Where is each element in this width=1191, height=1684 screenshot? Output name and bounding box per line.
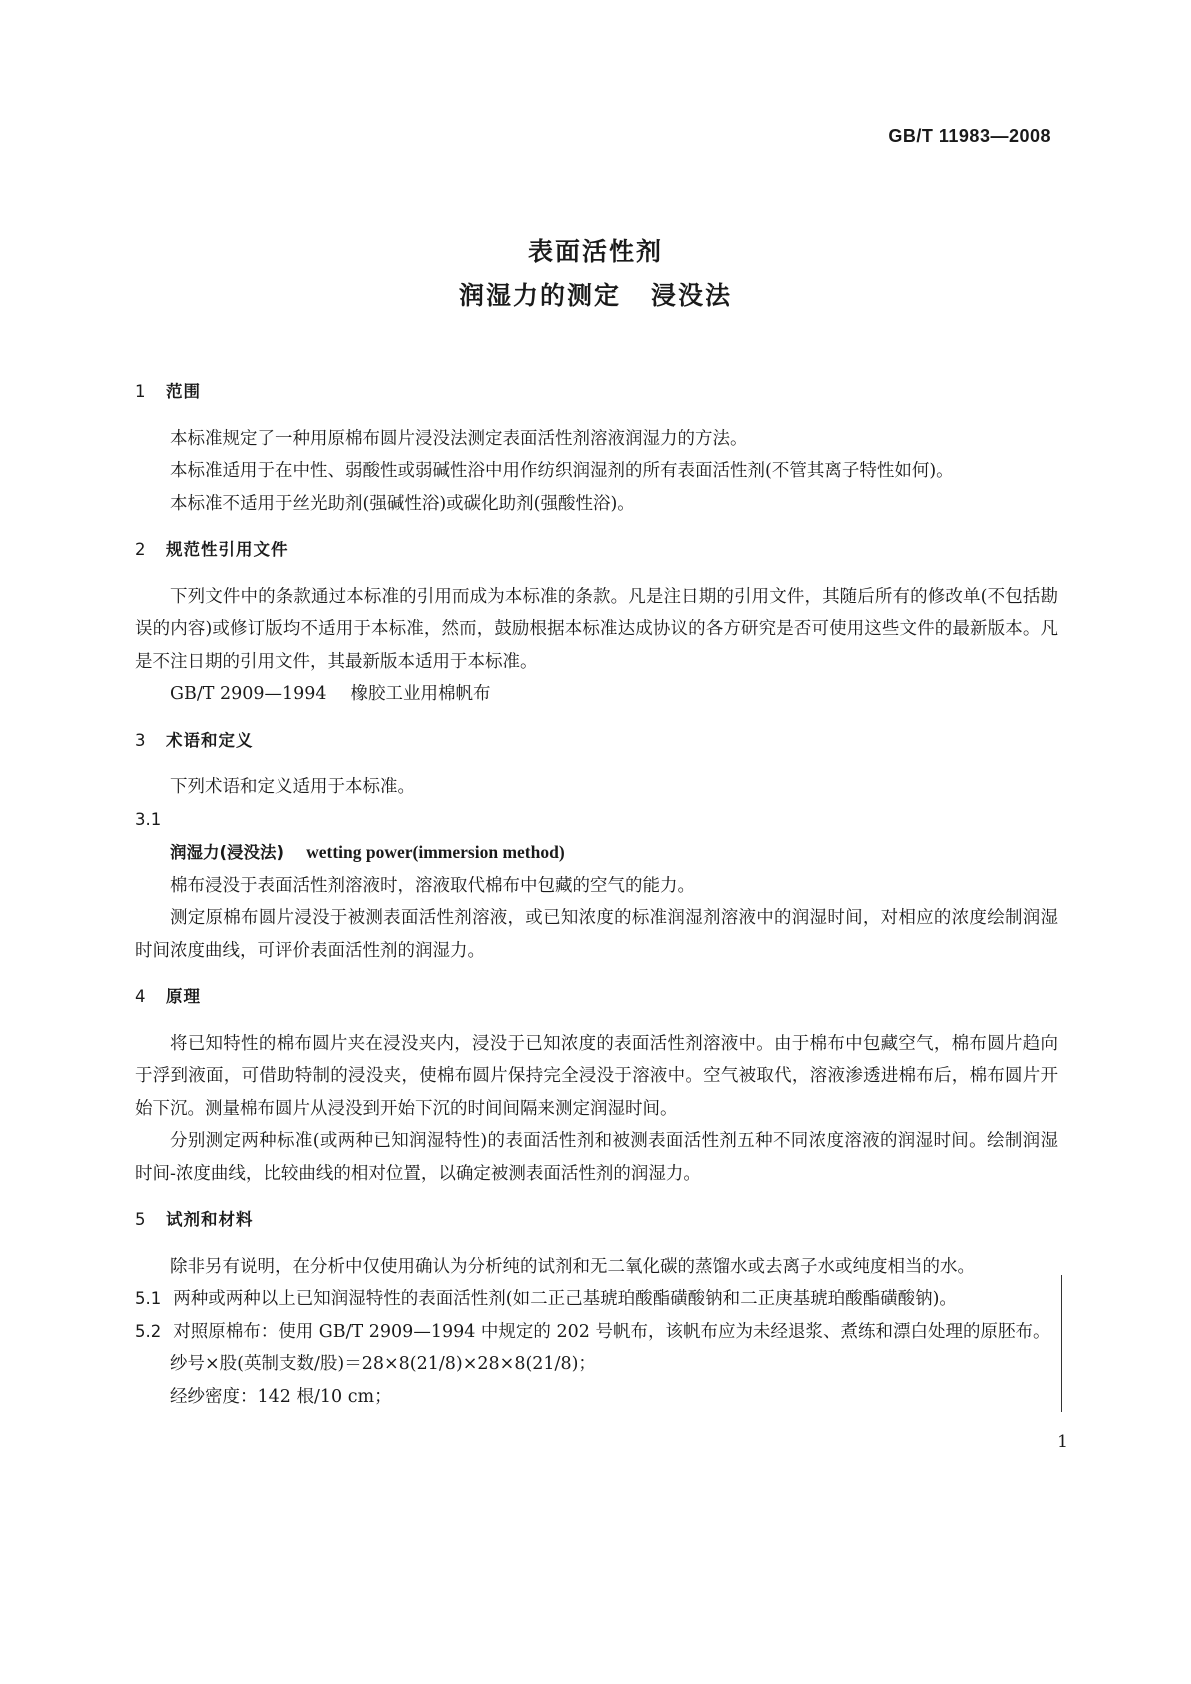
clause-number: 3.1 <box>135 809 162 829</box>
warp-density-spec: 经纱密度：142 根/10 cm； <box>170 1386 392 1407</box>
clause-text: 两种或两种以上已知润湿特性的表面活性剂(如二正己基琥珀酸酯磺酸钠和二正庚基琥珀酸酯磺酸钠)。 <box>173 1289 957 1309</box>
document-title-line1: 表面活性剂 <box>527 237 663 266</box>
section-1-heading <box>135 376 1058 409</box>
section-5-heading <box>135 1204 1058 1237</box>
clause-text: 对照原棉布：使用 GB/T 2909—1994 中规定的 202 号帆布，该帆布应为未经退浆、煮练和漂白处理的原胚布。 <box>173 1321 1051 1342</box>
title-method: 浸没法 <box>651 281 733 310</box>
clause-3-1-line <box>135 804 1058 837</box>
standard-code: GB/T 11983—2008 <box>888 126 1051 146</box>
s3-paragraph-1: 下列术语和定义适用于本标准。 <box>170 777 415 797</box>
section-2-heading <box>135 534 1058 567</box>
document-title-line2 <box>0 276 1191 312</box>
section-number: 4 <box>135 987 147 1006</box>
page-number: 1 <box>1057 1432 1068 1452</box>
section-3-heading <box>135 725 1058 758</box>
section-title: 原理 <box>166 987 201 1006</box>
yarn-spec: 纱号×股(英制支数/股)＝28×8(21/8)×28×8(21/8)； <box>170 1354 596 1374</box>
s1-paragraph-2: 本标准适用于在中性、弱酸性或弱碱性浴中用作纺织润湿剂的所有表面活性剂(不管其离子特性如何)。 <box>170 461 954 481</box>
clause-5-1 <box>135 1283 1058 1316</box>
section-number: 1 <box>135 382 147 401</box>
clause-number: 5.1 <box>135 1289 162 1308</box>
s3-paragraph-3: 测定原棉布圆片浸没于被测表面活性剂溶液，或已知浓度的标准润湿剂溶液中的润湿时间，对相应的浓度绘制润湿时间浓度曲线，可评价表面活性剂的润湿力。 <box>135 908 1058 961</box>
section-title: 术语和定义 <box>166 730 254 750</box>
clause-5-2 <box>135 1316 1058 1349</box>
s4-paragraph-2: 分别测定两种标准(或两种已知润湿特性)的表面活性剂和被测表面活性剂五种不同浓度溶液的润湿时间。绘制润湿时间-浓度曲线，比较曲线的相对位置，以确定被测表面活性剂的润湿力。 <box>135 1131 1058 1184</box>
s4-paragraph-1: 将已知特性的棉布圆片夹在浸没夹内，浸没于已知浓度的表面活性剂溶液中。由于棉布中包藏空气，棉布圆片趋向于浮到液面，可借助特制的浸没夹，使棉布圆片保持完全浸没于溶液中。空气被取代，溶液渗透进棉布后，棉布圆片开始下沉。测量棉布圆片从浸没到开始下沉的时间间隔来测定润湿时间。 <box>135 1033 1058 1119</box>
revision-bar <box>1061 1275 1062 1412</box>
section-number: 3 <box>135 730 147 750</box>
section-number: 5 <box>135 1210 147 1229</box>
term-definition: 棉布浸没于表面活性剂溶液时，溶液取代棉布中包藏的空气的能力。 <box>170 875 695 896</box>
term-chinese: 润湿力(浸没法) <box>170 843 285 862</box>
term-entry <box>135 836 1058 870</box>
s1-paragraph-3: 本标准不适用于丝光助剂(强碱性浴)或碳化助剂(强酸性浴)。 <box>170 493 635 514</box>
s2-paragraph-1: 下列文件中的条款通过本标准的引用而成为本标准的条款。凡是注日期的引用文件，其随后所有的修改单(不包括勘误的内容)或修订版均不适用于本标准，然而，鼓励根据本标准达成协议的各方研究是否可使用这些文件的最新版本。凡是不注日期的引用文件，其最新版本适用于本标准。 <box>135 586 1058 672</box>
term-english: wetting power(immersion method) <box>306 842 565 862</box>
reference-title: 橡胶工业用棉帆布 <box>350 684 491 704</box>
clause-number: 5.2 <box>135 1321 162 1341</box>
title-main: 润湿力的测定 <box>458 281 621 310</box>
s1-paragraph-1: 本标准规定了一种用原棉布圆片浸没法测定表面活性剂溶液润湿力的方法。 <box>170 428 748 449</box>
section-title: 范围 <box>166 382 201 401</box>
normative-reference <box>135 678 1058 711</box>
section-title: 试剂和材料 <box>166 1210 254 1229</box>
document-body <box>135 376 1058 1413</box>
reference-code: GB/T 2909—1994 <box>170 684 327 704</box>
s5-paragraph-1: 除非另有说明，在分析中仅使用确认为分析纯的试剂和无二氧化碳的蒸馏水或去离子水或纯度相当的水。 <box>170 1256 975 1277</box>
section-number: 2 <box>135 540 147 559</box>
section-4-heading <box>135 981 1058 1014</box>
section-title: 规范性引用文件 <box>166 540 289 559</box>
